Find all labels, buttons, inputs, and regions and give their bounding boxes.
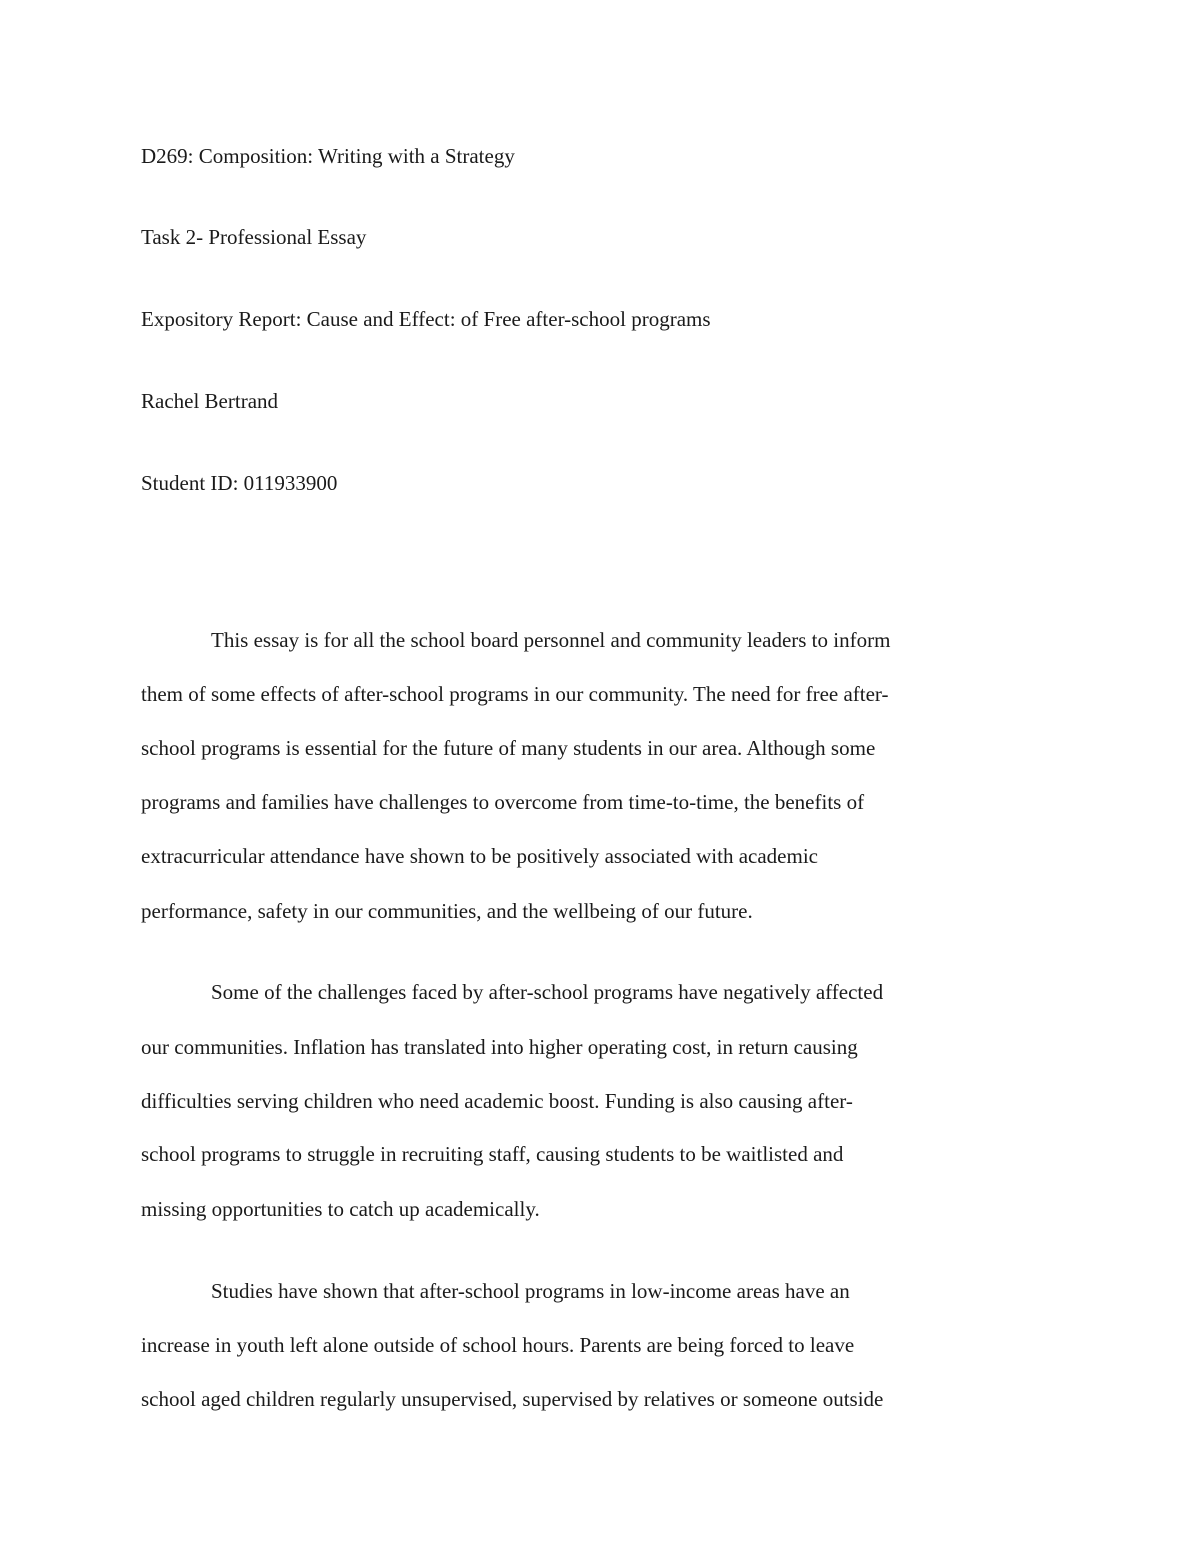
paragraph-line: programs and families have challenges to overcome from time-to-time, the benefits of — [141, 790, 865, 814]
paragraph-line: Some of the challenges faced by after-school programs have negatively affected — [211, 980, 884, 1004]
author-name: Rachel Bertrand — [141, 389, 279, 413]
course-title: D269: Composition: Writing with a Strategy — [141, 144, 515, 168]
paragraph-line: increase in youth left alone outside of school hours. Parents are being forced to leave — [141, 1333, 855, 1357]
paragraph-line: performance, safety in our communities, and the wellbeing of our future. — [141, 899, 753, 923]
paragraph-line: missing opportunities to catch up academically. — [141, 1197, 540, 1221]
task-title: Task 2- Professional Essay — [141, 225, 367, 249]
report-title: Expository Report: Cause and Effect: of Free after-school programs — [141, 307, 711, 331]
paragraph-line: school programs is essential for the future of many students in our area. Although some — [141, 736, 876, 760]
paragraph-line: Studies have shown that after-school programs in low-income areas have an — [211, 1279, 850, 1303]
paragraph-line: our communities. Inflation has translated into higher operating cost, in return causing — [141, 1035, 858, 1059]
paragraph-line: extracurricular attendance have shown to be positively associated with academic — [141, 844, 818, 868]
paragraph-line: them of some effects of after-school programs in our community. The need for free after- — [141, 682, 889, 706]
paragraph-line: This essay is for all the school board personnel and community leaders to inform — [211, 628, 891, 652]
paragraph-line: school programs to struggle in recruiting staff, causing students to be waitlisted and — [141, 1142, 844, 1166]
student-id: Student ID: 011933900 — [141, 471, 338, 495]
paragraph-line: school aged children regularly unsupervised, supervised by relatives or someone outside — [141, 1387, 884, 1411]
paragraph-line: difficulties serving children who need academic boost. Funding is also causing after- — [141, 1089, 853, 1113]
